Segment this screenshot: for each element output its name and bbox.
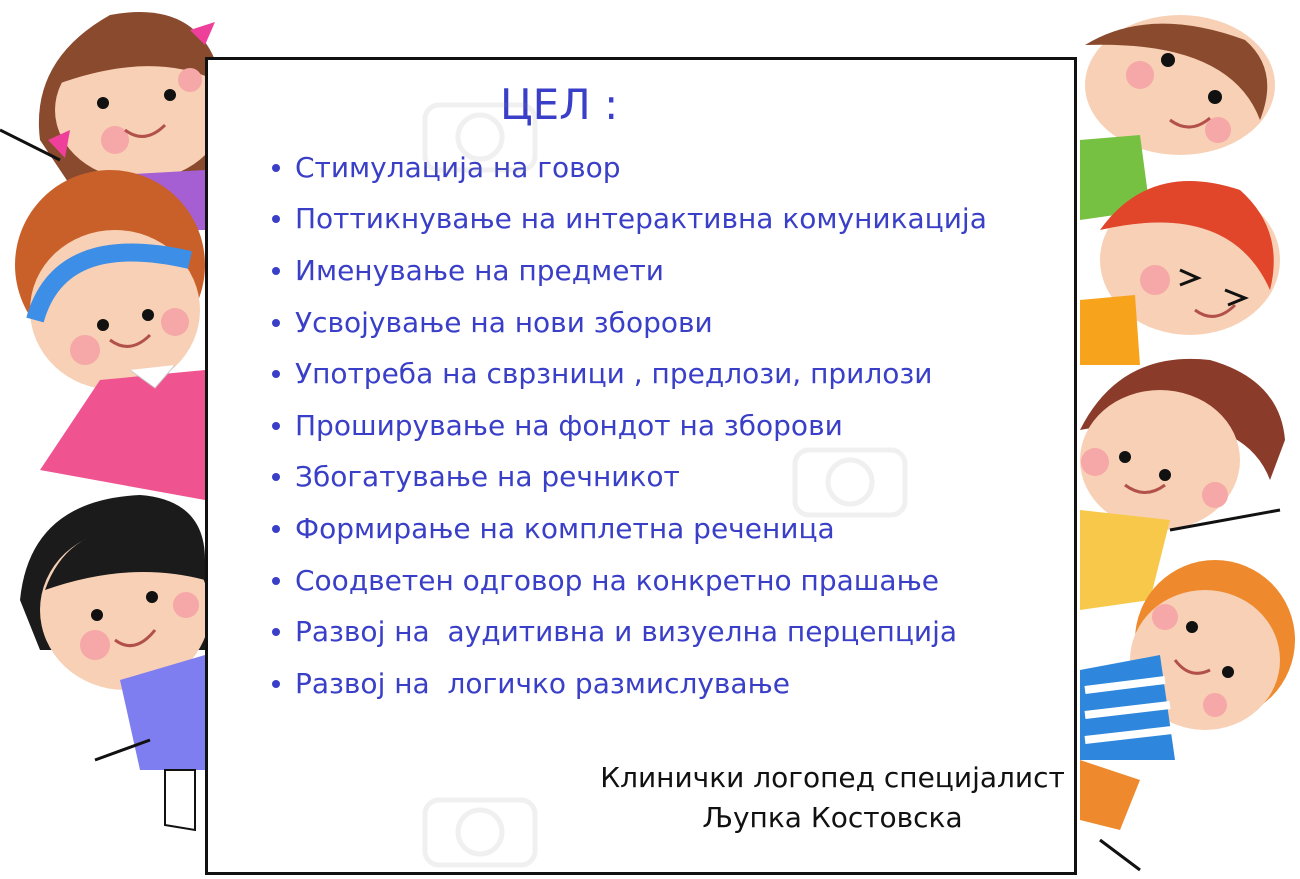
goal-text: Развој на логичко размислување — [295, 666, 790, 700]
list-item — [272, 555, 987, 607]
goal-text: Збогатување на речникот — [295, 460, 680, 494]
bullet-icon — [272, 628, 280, 636]
list-item — [272, 400, 987, 452]
bullet-icon — [272, 473, 280, 481]
goals-list — [272, 142, 987, 710]
goal-text: Стимулација на говор — [295, 150, 621, 184]
list-item — [272, 658, 987, 710]
signature-block — [590, 758, 1075, 838]
bullet-icon — [272, 319, 280, 327]
boy-black-hair — [20, 495, 210, 830]
bullet-icon — [272, 164, 280, 172]
bullet-icon — [272, 680, 280, 688]
bullet-icon — [272, 215, 280, 223]
list-item — [272, 452, 987, 504]
list-item — [272, 348, 987, 400]
goal-text: Развој на аудитивна и визуелна перцепција — [295, 615, 958, 649]
bullet-icon — [272, 422, 280, 430]
goal-text: Проширување на фондот на зборови — [295, 408, 843, 442]
page-title: ЦЕЛ : — [500, 80, 619, 129]
list-item — [272, 245, 987, 297]
bullet-icon — [272, 267, 280, 275]
bullet-icon — [272, 577, 280, 585]
goal-text: Именување на предмети — [295, 253, 665, 287]
list-item — [272, 503, 987, 555]
bullet-icon — [272, 370, 280, 378]
goal-text: Употреба на сврзници , предлози, прилози — [295, 357, 933, 391]
bullet-icon — [272, 525, 280, 533]
goal-text: Формирање на комплетна реченица — [295, 511, 835, 545]
boy-curly-orange — [1080, 560, 1295, 870]
signature-title: Клинички логопед специјалист — [600, 761, 1065, 794]
goal-text: Усвојување на нови зборови — [295, 305, 713, 339]
signature-name: Љупка Костовска — [702, 801, 963, 834]
girl-with-headband — [15, 170, 205, 500]
list-item — [272, 194, 987, 246]
list-item — [272, 297, 987, 349]
goal-text: Поттикнување на интерактивна комуникација — [295, 202, 987, 236]
list-item — [272, 606, 987, 658]
list-item — [272, 142, 987, 194]
goal-text: Соодветен одговор на конкретно прашање — [295, 563, 939, 597]
